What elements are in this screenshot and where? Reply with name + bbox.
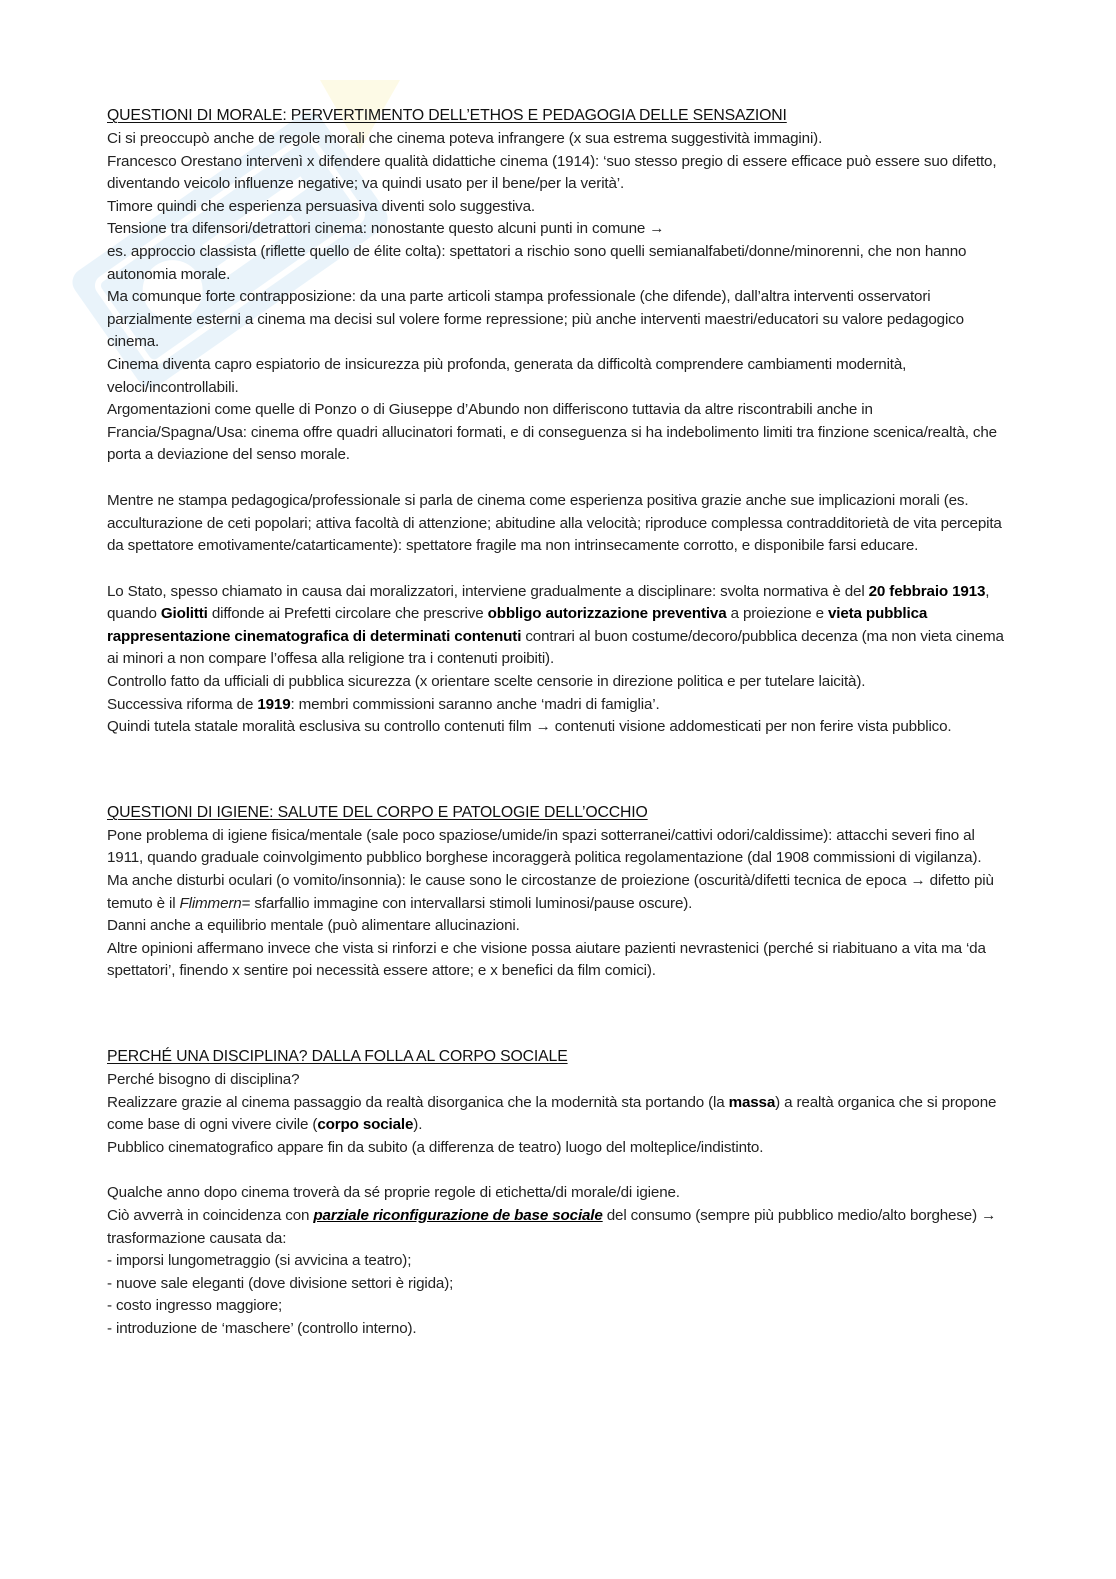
- section-heading-morale: QUESTIONI DI MORALE: PERVERTIMENTO DELL’ETHOS E PEDAGOGIA DELLE SENSAZIONI: [107, 107, 787, 124]
- paragraph: Successiva riforma de 1919: membri commissioni saranno anche ‘madri di famiglia’.: [107, 695, 660, 713]
- paragraph: Cinema diventa capro espiatorio de insicurezza più profonda, generata da difficoltà comprendere cambiamenti modernità, veloci/incontrollabili.: [107, 355, 907, 396]
- paragraph: Controllo fatto da ufficiali di pubblica sicurezza (x orientare scelte censorie in direzione politica e per tutelare laicità).: [107, 673, 866, 691]
- paragraph: es. approccio classista (riflette quello de élite colta): spettatori a rischio sono quelli semianalfabeti/donne/minorenni, che non hanno autonomia morale.: [107, 242, 967, 283]
- section-heading-disciplina: PERCHÉ UNA DISCIPLINA? DALLA FOLLA AL CORPO SOCIALE: [107, 1048, 568, 1065]
- bold-italic-phrase: parziale riconfigurazione de base sociale: [313, 1206, 603, 1224]
- italic-term: Flimmern: [179, 894, 242, 912]
- bold-term: corpo sociale: [317, 1116, 414, 1134]
- section-heading-igiene: QUESTIONI DI IGIENE: SALUTE DEL CORPO E PATOLOGIE DELL’OCCHIO: [107, 803, 648, 821]
- bold-year: 1919: [257, 695, 291, 713]
- paragraph: Tensione tra difensori/detrattori cinema: nonostante questo alcuni punti in comune →: [107, 220, 665, 238]
- paragraph: Pubblico cinematografico appare fin da subito (a differenza de teatro) luogo del molteplice/indistinto.: [107, 1138, 764, 1156]
- paragraph: Realizzare grazie al cinema passaggio da realtà disorganica che la modernità sta portando (la massa) a realtà organica che si propone come base di ogni vivere civile (corpo sociale).: [107, 1093, 997, 1134]
- bold-phrase: vieta pubblica rappresentazione cinematografica di determinati contenuti: [107, 605, 928, 645]
- paragraph: Ma anche disturbi oculari (o vomito/insonnia): le cause sono le circostanze de proiezione (oscurità/difetti tecnica de epoca → difetto più temuto è il Flimmern= sfarfallio immagine con intervallarsi stimoli luminosi/pause oscure).: [107, 872, 994, 912]
- paragraph: Altre opinioni affermano invece che vista si rinforzi e che visione possa aiutare pazienti nevrastenici (perché si riabituano a vita ma ‘da spettatori’, finendo x sentire poi necessità essere attore; e x benefici da film comici).: [107, 939, 986, 980]
- paragraph: Ma comunque forte contrapposizione: da una parte articoli stampa professionale (che difende), dall’altra interventi osservatori parzialmente esterni a cinema ma decisi sul volere forme repressione; più anche interventi maestri/educatori su valore pedagogico cinema.: [107, 288, 964, 351]
- paragraph: Quindi tutela statale moralità esclusiva su controllo contenuti film → contenuti visione addomesticati per non ferire vista pubblico.: [107, 718, 952, 736]
- list-item: - nuove sale eleganti (dove divisione settori è rigida);: [107, 1274, 454, 1292]
- list-item: - introduzione de ‘maschere’ (controllo interno).: [107, 1319, 417, 1337]
- paragraph: Danni anche a equilibrio mentale (può alimentare allucinazioni.: [107, 917, 520, 935]
- document-page: [107, 104, 1007, 1341]
- list-item: - costo ingresso maggiore;: [107, 1297, 283, 1315]
- paragraph: Argomentazioni come quelle di Ponzo o di Giuseppe d’Abundo non differiscono tuttavia da altre riscontrabili anche in Francia/Spagna/Usa: cinema offre quadri allucinatori formati, e di conseguenza si ha indebolimento limiti tra finzione scenica/realtà, che porta a deviazione del senso morale.: [107, 401, 997, 464]
- paragraph: Lo Stato, spesso chiamato in causa dai moralizzatori, interviene gradualmente a disciplinare: svolta normativa è del 20 febbraio 1913, quando Giolitti diffonde ai Prefetti circolare che prescrive obbligo autorizzazione preventiva a proiezione e vieta pubblica rappresentazione cinematografica di determinati contenuti contrari al buon costume/decoro/pubblica decenza (ma non vieta cinema ai minori a non compare l’offesa alla religione tra i contenuti proibiti).: [107, 582, 1004, 668]
- paragraph: Qualche anno dopo cinema troverà da sé proprie regole di etichetta/di morale/di igiene.: [107, 1184, 680, 1202]
- paragraph: Pone problema di igiene fisica/mentale (sale poco spaziose/umide/in spazi sotterranei/cattivi odori/caldissime): attacchi severi fino al 1911, quando graduale coinvolgimento pubblico borghese incoraggerà politica regolamentazione (dal 1908 commissioni di vigilanza).: [107, 826, 982, 867]
- bold-date: 20 febbraio 1913: [868, 582, 986, 600]
- bold-phrase: obbligo autorizzazione preventiva: [487, 605, 727, 623]
- paragraph: Ciò avverrà in coincidenza con parziale riconfigurazione de base sociale del consumo (sempre più pubblico medio/alto borghese) → trasformazione causata da:: [107, 1206, 997, 1247]
- paragraph: Ci si preoccupò anche de regole morali che cinema poteva infrangere (x sua estrema suggestività immagini).: [107, 130, 823, 147]
- paragraph: Perché bisogno di disciplina?: [107, 1071, 300, 1088]
- bold-term: massa: [728, 1093, 776, 1111]
- bold-name: Giolitti: [160, 605, 208, 623]
- paragraph: Francesco Orestano intervenì x difendere qualità didattiche cinema (1914): ‘suo stesso pregio di essere efficace può essere suo difetto, diventando veicolo influenze negative; va quindi usato per il bene/per la verità’.: [107, 152, 997, 193]
- paragraph: Timore quindi che esperienza persuasiva diventi solo suggestiva.: [107, 197, 535, 215]
- list-item: - imporsi lungometraggio (si avvicina a teatro);: [107, 1252, 412, 1270]
- paragraph: Mentre ne stampa pedagogica/professionale si parla de cinema come esperienza positiva grazie anche sue implicazioni morali (es. acculturazione de ceti popolari; attiva facoltà di attenzione; abitudine alla velocità; riproduce complessa contradditorietà de vita percepita da spettatore emotivamente/catarticamente): spettatore fragile ma non intrinsecamente corrotto, e disponibile farsi educare.: [107, 491, 1002, 555]
